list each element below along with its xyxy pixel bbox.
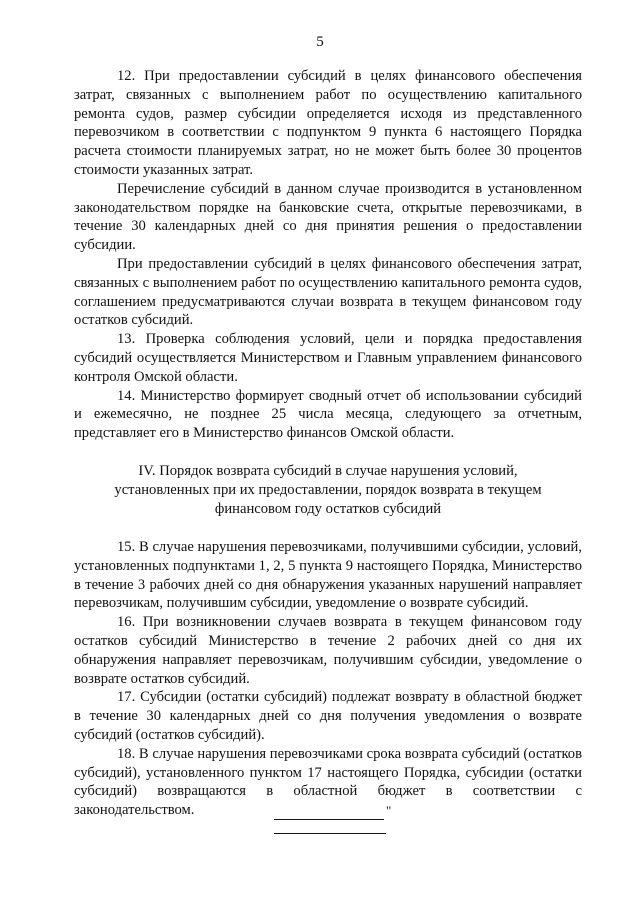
paragraph-13: 13. Проверка соблюдения условий, цели и порядка предоставления субсидий осуществляется Министерством и Главным управлением финансового контроля Омской области. — [74, 331, 582, 385]
section-heading-line: установленных при их предоставлении, порядок возврата в текущем — [114, 481, 542, 498]
closing-underline — [274, 819, 384, 820]
section-heading-line: финансовом году остатков субсидий — [214, 500, 442, 517]
section-heading-line: IV. Порядок возврата субсидий в случае нарушения условий, — [138, 462, 518, 479]
closing-quote-mark: " — [386, 803, 392, 818]
paragraph-repair-return: При предоставлении субсидий в целях финансового обеспечения затрат, связанных с выполнением работ по осуществлению капитального ремонта судов, соглашением предусматриваются случаи возврата в текущем финансовом году остатков субсидий. — [74, 255, 582, 329]
paragraph-transfer: Перечисление субсидий в данном случае производится в установленном законодательством порядке на банковские счета, открытые перевозчиками, в течение 30 календарных дней со дня принятия решения о предоставлении субсидии. — [74, 180, 582, 254]
paragraph-17: 17. Субсидии (остатки субсидий) подлежат возврату в областной бюджет в течение 30 календарных дней со дня получения уведомления о возврате субсидий (остатков субсидий). — [74, 689, 582, 743]
section-heading — [74, 462, 582, 519]
paragraph-14: 14. Министерство формирует сводный отчет об использовании субсидий и ежемесячно, не позднее 25 числа месяца, следующего за отчетным, представляет его в Министерство финансов Омской области. — [74, 387, 582, 442]
paragraph-15: 15. В случае нарушения перевозчиками, получившими субсидии, условий, установленных подпунктами 1, 2, 5 пункта 9 настоящего Порядка, Министерство в течение 3 рабочих дней со дня обнаружения указанных нарушений направляет перевозчикам, получившим субсидии, уведомление о возврате субсидий. — [74, 538, 582, 612]
document-body — [74, 67, 582, 820]
closing-underline — [274, 833, 386, 834]
paragraph-12: 12. При предоставлении субсидий в целях финансового обеспечения затрат, связанных с выполнением работ по осуществлению капитального ремонта судов, размер субсидии определяется исходя из представленного перевозчиком в соответствии с подпунктом 9 пункта 6 настоящего Порядка расчета стоимости планируемых затрат, но не может быть более 30 процентов стоимости указанных затрат. — [74, 68, 582, 178]
paragraph-16: 16. При возникновении случаев возврата в текущем финансовом году остатков субсидий Министерство в течение 2 рабочих дней со дня их обнаружения направляет перевозчикам, получившим субсидии, уведомление о возврате остатков субсидий. — [74, 614, 582, 687]
page-number: 5 — [316, 34, 324, 50]
paragraph-18: 18. В случае нарушения перевозчиками срока возврата субсидий (остатков субсидий), установленного пунктом 17 настоящего Порядка, субсидии (остатки субсидий) возвращаются в областной бюджет в соответствии с законодательством. — [74, 745, 582, 819]
